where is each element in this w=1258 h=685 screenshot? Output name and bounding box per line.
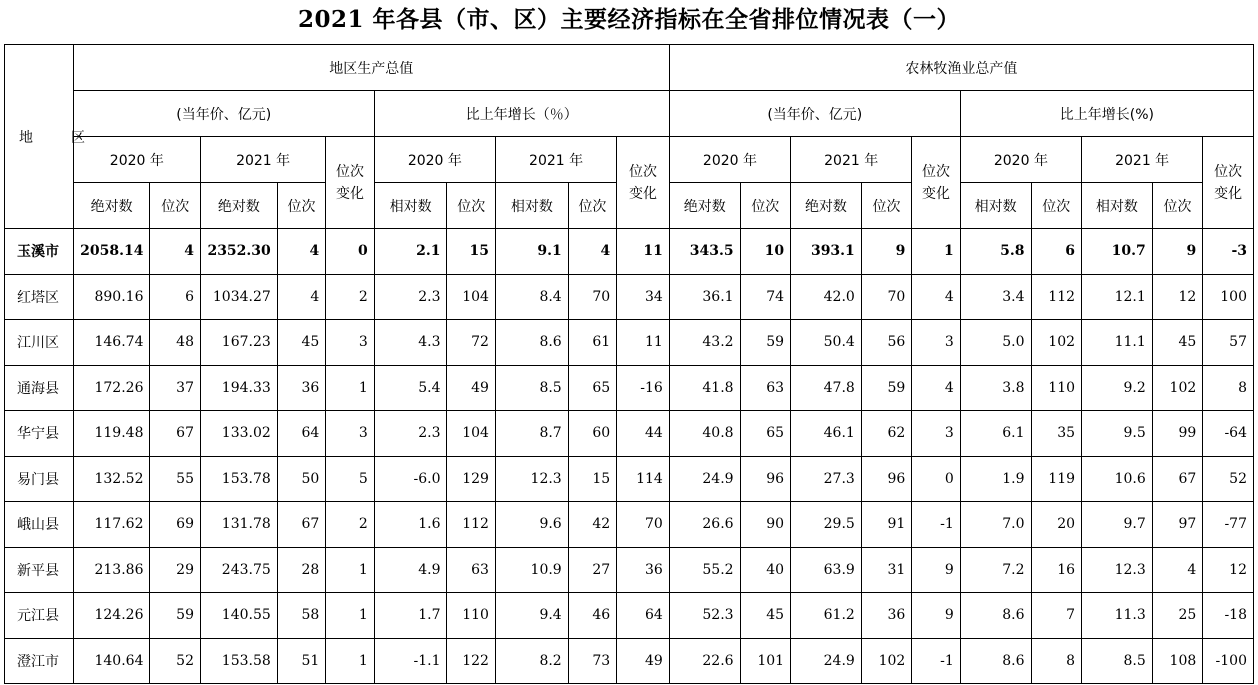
value-cell: 59: [740, 320, 791, 366]
value-cell: 52.3: [669, 593, 740, 639]
value-cell: 104: [447, 411, 495, 457]
value-cell: 49: [447, 365, 495, 411]
value-cell: 10.6: [1082, 456, 1153, 502]
value-cell: 2.3: [374, 411, 447, 457]
rank-header: 位次: [861, 183, 912, 229]
value-cell: 45: [277, 320, 325, 366]
value-cell: 11.1: [1082, 320, 1153, 366]
value-cell: 8: [1031, 638, 1082, 684]
value-cell: 67: [1152, 456, 1203, 502]
value-cell: 4: [277, 274, 325, 320]
rank-header: 位次: [568, 183, 616, 229]
relative-header: 相对数: [374, 183, 447, 229]
value-cell: 8.5: [1082, 638, 1153, 684]
region-name-cell: 易门县: [5, 456, 74, 502]
value-cell: -16: [617, 365, 670, 411]
table-body: [5, 229, 1254, 684]
value-cell: 8: [1203, 365, 1254, 411]
value-cell: 114: [617, 456, 670, 502]
value-cell: 5.4: [374, 365, 447, 411]
value-cell: 4: [568, 229, 616, 275]
value-cell: -100: [1203, 638, 1254, 684]
value-cell: 34: [617, 274, 670, 320]
region-name-cell: 红塔区: [5, 274, 74, 320]
region-header: 地 区: [5, 45, 74, 229]
table-row: [5, 365, 1254, 411]
table-row: [5, 456, 1254, 502]
value-cell: 91: [861, 502, 912, 548]
value-cell: 172.26: [73, 365, 150, 411]
table-row: [5, 229, 1254, 275]
value-cell: 194.33: [201, 365, 278, 411]
value-cell: 28: [277, 547, 325, 593]
value-cell: 101: [740, 638, 791, 684]
value-cell: 9.4: [495, 593, 568, 639]
region-name-cell: 新平县: [5, 547, 74, 593]
value-cell: 6.1: [960, 411, 1031, 457]
value-cell: 112: [1031, 274, 1082, 320]
value-cell: 12: [1203, 547, 1254, 593]
value-cell: 102: [1152, 365, 1203, 411]
value-cell: 110: [1031, 365, 1082, 411]
value-cell: 50: [277, 456, 325, 502]
value-cell: 9: [861, 229, 912, 275]
value-cell: -1: [912, 638, 960, 684]
value-cell: 63: [447, 547, 495, 593]
value-cell: 22.6: [669, 638, 740, 684]
value-cell: 61: [568, 320, 616, 366]
value-cell: 55.2: [669, 547, 740, 593]
value-cell: 67: [150, 411, 201, 457]
value-cell: 64: [277, 411, 325, 457]
agri-current-price-header: (当年价、亿元): [669, 91, 960, 137]
value-cell: 129: [447, 456, 495, 502]
value-cell: 10: [740, 229, 791, 275]
region-name-cell: 华宁县: [5, 411, 74, 457]
value-cell: 36: [617, 547, 670, 593]
region-name-cell: 澄江市: [5, 638, 74, 684]
value-cell: 36: [861, 593, 912, 639]
value-cell: 140.55: [201, 593, 278, 639]
value-cell: 9.7: [1082, 502, 1153, 548]
value-cell: 42: [568, 502, 616, 548]
value-cell: 50.4: [791, 320, 862, 366]
value-cell: 9.2: [1082, 365, 1153, 411]
value-cell: 6: [1031, 229, 1082, 275]
value-cell: 102: [861, 638, 912, 684]
value-cell: 46: [568, 593, 616, 639]
value-cell: 40: [740, 547, 791, 593]
value-cell: 61.2: [791, 593, 862, 639]
value-cell: 62: [861, 411, 912, 457]
value-cell: 146.74: [73, 320, 150, 366]
table-row: [5, 547, 1254, 593]
value-cell: 104: [447, 274, 495, 320]
value-cell: 8.6: [960, 638, 1031, 684]
value-cell: 7.0: [960, 502, 1031, 548]
value-cell: 11: [617, 320, 670, 366]
value-cell: 46.1: [791, 411, 862, 457]
value-cell: 2.1: [374, 229, 447, 275]
table-row: [5, 411, 1254, 457]
value-cell: 9.5: [1082, 411, 1153, 457]
year-2020-header: 2020 年: [960, 137, 1081, 183]
rank-change-header: 位次 变化: [617, 137, 670, 229]
value-cell: 4.3: [374, 320, 447, 366]
value-cell: 35: [1031, 411, 1082, 457]
value-cell: 63.9: [791, 547, 862, 593]
value-cell: 119.48: [73, 411, 150, 457]
value-cell: 8.6: [495, 320, 568, 366]
value-cell: 1: [326, 638, 374, 684]
rank-header: 位次: [447, 183, 495, 229]
value-cell: 70: [568, 274, 616, 320]
value-cell: 153.78: [201, 456, 278, 502]
value-cell: 9.1: [495, 229, 568, 275]
value-cell: 8.4: [495, 274, 568, 320]
value-cell: 213.86: [73, 547, 150, 593]
value-cell: 74: [740, 274, 791, 320]
rank-header: 位次: [277, 183, 325, 229]
value-cell: 49: [617, 638, 670, 684]
value-cell: 36: [277, 365, 325, 411]
value-cell: 45: [1152, 320, 1203, 366]
value-cell: 4: [150, 229, 201, 275]
rank-header: 位次: [1152, 183, 1203, 229]
value-cell: 47.8: [791, 365, 862, 411]
value-cell: 16: [1031, 547, 1082, 593]
value-cell: 4: [277, 229, 325, 275]
value-cell: 72: [447, 320, 495, 366]
value-cell: 24.9: [791, 638, 862, 684]
value-cell: 1: [326, 365, 374, 411]
value-cell: 1: [326, 547, 374, 593]
value-cell: 3: [912, 411, 960, 457]
value-cell: 42.0: [791, 274, 862, 320]
value-cell: 24.9: [669, 456, 740, 502]
value-cell: 4.9: [374, 547, 447, 593]
value-cell: 44: [617, 411, 670, 457]
value-cell: 12.1: [1082, 274, 1153, 320]
value-cell: 15: [447, 229, 495, 275]
value-cell: 60: [568, 411, 616, 457]
value-cell: 90: [740, 502, 791, 548]
value-cell: 1: [326, 593, 374, 639]
value-cell: 12: [1152, 274, 1203, 320]
absolute-header: 绝对数: [201, 183, 278, 229]
value-cell: 343.5: [669, 229, 740, 275]
value-cell: -3: [1203, 229, 1254, 275]
value-cell: 117.62: [73, 502, 150, 548]
value-cell: 64: [617, 593, 670, 639]
value-cell: 8.2: [495, 638, 568, 684]
rank-header: 位次: [150, 183, 201, 229]
absolute-header: 绝对数: [73, 183, 150, 229]
value-cell: 0: [326, 229, 374, 275]
value-cell: 31: [861, 547, 912, 593]
gdp-group-header: 地区生产总值: [73, 45, 669, 91]
rank-header: 位次: [740, 183, 791, 229]
value-cell: 97: [1152, 502, 1203, 548]
economic-indicators-table: [4, 44, 1254, 684]
value-cell: 58: [277, 593, 325, 639]
value-cell: 15: [568, 456, 616, 502]
region-name-cell: 峨山县: [5, 502, 74, 548]
value-cell: 96: [740, 456, 791, 502]
value-cell: 167.23: [201, 320, 278, 366]
year-2021-header: 2021 年: [791, 137, 912, 183]
agri-group-header: 农林牧渔业总产值: [669, 45, 1253, 91]
value-cell: 110: [447, 593, 495, 639]
value-cell: 5: [326, 456, 374, 502]
value-cell: 65: [568, 365, 616, 411]
page-title: 2021 年各县（市、区）主要经济指标在全省排位情况表（一）: [297, 6, 961, 33]
value-cell: 1: [912, 229, 960, 275]
value-cell: 70: [861, 274, 912, 320]
year-2020-header: 2020 年: [73, 137, 200, 183]
region-name-cell: 通海县: [5, 365, 74, 411]
value-cell: 69: [150, 502, 201, 548]
value-cell: 4: [912, 274, 960, 320]
region-name-cell: 玉溪市: [5, 229, 74, 275]
value-cell: 45: [740, 593, 791, 639]
value-cell: 132.52: [73, 456, 150, 502]
value-cell: 140.64: [73, 638, 150, 684]
value-cell: 48: [150, 320, 201, 366]
absolute-header: 绝对数: [669, 183, 740, 229]
value-cell: 99: [1152, 411, 1203, 457]
value-cell: 133.02: [201, 411, 278, 457]
value-cell: 8.6: [960, 593, 1031, 639]
relative-header: 相对数: [1082, 183, 1153, 229]
value-cell: -1.1: [374, 638, 447, 684]
value-cell: 3.4: [960, 274, 1031, 320]
relative-header: 相对数: [495, 183, 568, 229]
value-cell: 11.3: [1082, 593, 1153, 639]
value-cell: 12.3: [495, 456, 568, 502]
value-cell: -77: [1203, 502, 1254, 548]
value-cell: 40.8: [669, 411, 740, 457]
table-row: [5, 638, 1254, 684]
value-cell: 2: [326, 502, 374, 548]
value-cell: 1.6: [374, 502, 447, 548]
value-cell: 243.75: [201, 547, 278, 593]
value-cell: 119: [1031, 456, 1082, 502]
value-cell: 3: [326, 411, 374, 457]
value-cell: 122: [447, 638, 495, 684]
value-cell: 4: [912, 365, 960, 411]
value-cell: -6.0: [374, 456, 447, 502]
value-cell: 52: [150, 638, 201, 684]
value-cell: 100: [1203, 274, 1254, 320]
value-cell: 7.2: [960, 547, 1031, 593]
table-row: [5, 274, 1254, 320]
value-cell: 27: [568, 547, 616, 593]
value-cell: 1.7: [374, 593, 447, 639]
value-cell: 25: [1152, 593, 1203, 639]
value-cell: 29.5: [791, 502, 862, 548]
value-cell: 11: [617, 229, 670, 275]
value-cell: 67: [277, 502, 325, 548]
value-cell: 55: [150, 456, 201, 502]
value-cell: 6: [150, 274, 201, 320]
value-cell: 9: [912, 547, 960, 593]
value-cell: 112: [447, 502, 495, 548]
value-cell: 51: [277, 638, 325, 684]
rank-change-header: 位次 变化: [326, 137, 374, 229]
value-cell: 26.6: [669, 502, 740, 548]
value-cell: 3.8: [960, 365, 1031, 411]
rank-header: 位次: [1031, 183, 1082, 229]
value-cell: 1034.27: [201, 274, 278, 320]
value-cell: 9.6: [495, 502, 568, 548]
value-cell: 1.9: [960, 456, 1031, 502]
value-cell: 37: [150, 365, 201, 411]
value-cell: 102: [1031, 320, 1082, 366]
value-cell: 12.3: [1082, 547, 1153, 593]
value-cell: 56: [861, 320, 912, 366]
agri-growth-header: 比上年增长(%): [960, 91, 1253, 137]
value-cell: 3: [326, 320, 374, 366]
value-cell: 52: [1203, 456, 1254, 502]
value-cell: 4: [1152, 547, 1203, 593]
value-cell: 63: [740, 365, 791, 411]
rank-change-header: 位次 变化: [1203, 137, 1254, 229]
table-row: [5, 502, 1254, 548]
table-row: [5, 593, 1254, 639]
value-cell: 2: [326, 274, 374, 320]
table-row: [5, 320, 1254, 366]
value-cell: 29: [150, 547, 201, 593]
value-cell: 0: [912, 456, 960, 502]
value-cell: 9: [1152, 229, 1203, 275]
value-cell: 2.3: [374, 274, 447, 320]
value-cell: 70: [617, 502, 670, 548]
value-cell: -64: [1203, 411, 1254, 457]
value-cell: 9: [912, 593, 960, 639]
value-cell: 65: [740, 411, 791, 457]
value-cell: 153.58: [201, 638, 278, 684]
value-cell: 27.3: [791, 456, 862, 502]
value-cell: 5.8: [960, 229, 1031, 275]
value-cell: 2352.30: [201, 229, 278, 275]
year-2020-header: 2020 年: [374, 137, 495, 183]
value-cell: -1: [912, 502, 960, 548]
value-cell: 59: [861, 365, 912, 411]
value-cell: 73: [568, 638, 616, 684]
gdp-growth-header: 比上年增长（％）: [374, 91, 669, 137]
absolute-header: 绝对数: [791, 183, 862, 229]
value-cell: 890.16: [73, 274, 150, 320]
value-cell: 57: [1203, 320, 1254, 366]
value-cell: 131.78: [201, 502, 278, 548]
value-cell: 5.0: [960, 320, 1031, 366]
value-cell: 8.7: [495, 411, 568, 457]
value-cell: 36.1: [669, 274, 740, 320]
year-2021-header: 2021 年: [495, 137, 616, 183]
value-cell: 7: [1031, 593, 1082, 639]
value-cell: 393.1: [791, 229, 862, 275]
gdp-current-price-header: (当年价、亿元): [73, 91, 374, 137]
value-cell: 59: [150, 593, 201, 639]
value-cell: 8.5: [495, 365, 568, 411]
value-cell: 43.2: [669, 320, 740, 366]
value-cell: 96: [861, 456, 912, 502]
region-name-cell: 江川区: [5, 320, 74, 366]
value-cell: 2058.14: [73, 229, 150, 275]
value-cell: 108: [1152, 638, 1203, 684]
value-cell: 41.8: [669, 365, 740, 411]
value-cell: 3: [912, 320, 960, 366]
year-2021-header: 2021 年: [1082, 137, 1203, 183]
year-2020-header: 2020 年: [669, 137, 790, 183]
value-cell: 10.7: [1082, 229, 1153, 275]
value-cell: 10.9: [495, 547, 568, 593]
region-name-cell: 元江县: [5, 593, 74, 639]
value-cell: 20: [1031, 502, 1082, 548]
value-cell: -18: [1203, 593, 1254, 639]
year-2021-header: 2021 年: [201, 137, 326, 183]
relative-header: 相对数: [960, 183, 1031, 229]
value-cell: 124.26: [73, 593, 150, 639]
rank-change-header: 位次 变化: [912, 137, 960, 229]
